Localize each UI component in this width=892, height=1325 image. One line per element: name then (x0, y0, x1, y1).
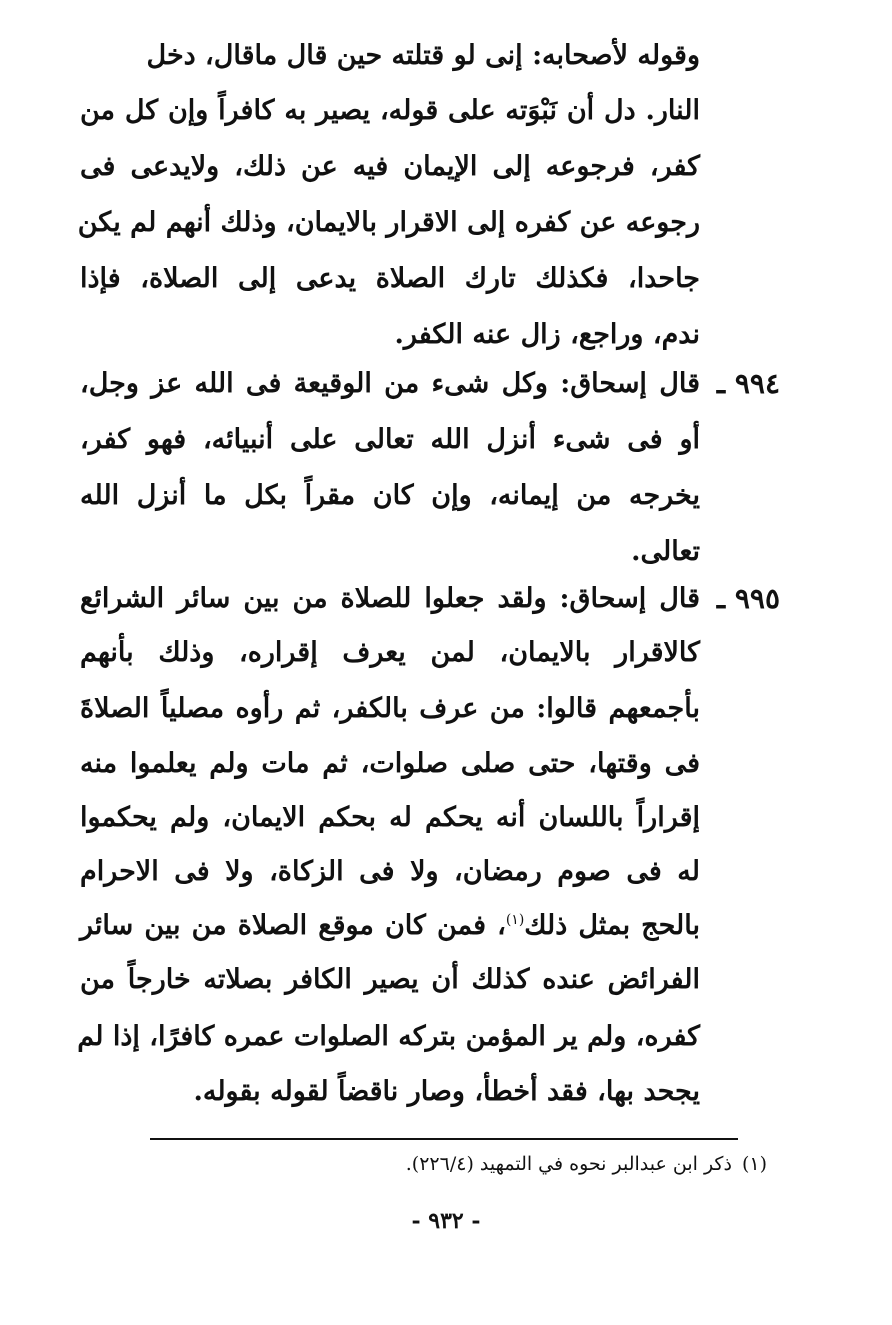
item-number-994: ٩٩٤ ـ (716, 367, 780, 400)
footnote-marker: (١) (741, 1153, 767, 1175)
text-line: وقوله لأصحابه: إنى لو قتلته حين قال ماقال، دخل (146, 40, 700, 71)
text-line: الفرائض عنده كذلك أن يصير الكافر بصلاته خارجاً من (80, 964, 700, 995)
text-line: بأجمعهم قالوا: من عرف بالكفر، ثم رأوه مصلياً الصلاةَ (80, 693, 700, 724)
text-line (80, 912, 700, 939)
text-segment: بالحج بمثل ذلك (524, 910, 700, 941)
text-line: قال إسحاق: وكل شىء من الوقيعة فى الله عز وجل، (80, 368, 700, 399)
text-line: ندم، وراجع، زال عنه الكفر. (394, 319, 700, 350)
text-line: تعالى. (631, 536, 700, 567)
text-segment: ، فمن كان موقع الصلاة من بين سائر (80, 910, 506, 941)
text-line: يخرجه من إيمانه، وإن كان مقراً بكل ما أنزل الله (80, 480, 700, 511)
text-line: النار. دل أن نَبْوَته على قوله، يصير به كافراً وإن كل من (80, 95, 700, 126)
text-line: فى وقتها، حتى صلى صلوات، ثم مات ولم يعلموا منه (80, 748, 700, 779)
text-line: رجوعه عن كفره إلى الاقرار بالايمان، وذلك أنهم لم يكن (77, 207, 700, 238)
text-line: يجحد بها، فقد أخطأ، وصار ناقضاً لقوله بقوله. (193, 1076, 700, 1107)
page-number: - ٩٣٢ - (411, 1208, 481, 1234)
text-line: إقراراً باللسان أنه يحكم له بحكم الايمان، ولم يحكموا (80, 802, 700, 833)
text-line: أو فى شىء أنزل الله تعالى على أنبيائه، فهو كفر، (80, 424, 700, 455)
footnote (406, 1155, 767, 1174)
text-line: له فى صوم رمضان، ولا فى الزكاة، ولا فى الاحرام (80, 856, 700, 887)
text-line: كفره، ولم ير المؤمن بتركه الصلوات عمره كافرًا، إذا لم (77, 1021, 700, 1052)
footnote-reference: (١) (505, 912, 525, 928)
text-line: قال إسحاق: ولقد جعلوا للصلاة من بين سائر الشرائع (80, 583, 700, 614)
footnote-divider (150, 1138, 738, 1140)
footnote-text: ذكر ابن عبدالبر نحوه في التمهيد (٢٢٦/٤). (405, 1153, 732, 1175)
item-number-995: ٩٩٥ ـ (716, 582, 780, 615)
text-line: كالاقرار بالايمان، لمن يعرف إقراره، وذلك بأنهم (80, 637, 700, 668)
text-line: كفر، فرجوعه إلى الإيمان فيه عن ذلك، ولايدعى فى (80, 151, 700, 182)
text-line: جاحدا، فكذلك تارك الصلاة يدعى إلى الصلاة، فإذا (80, 263, 700, 294)
